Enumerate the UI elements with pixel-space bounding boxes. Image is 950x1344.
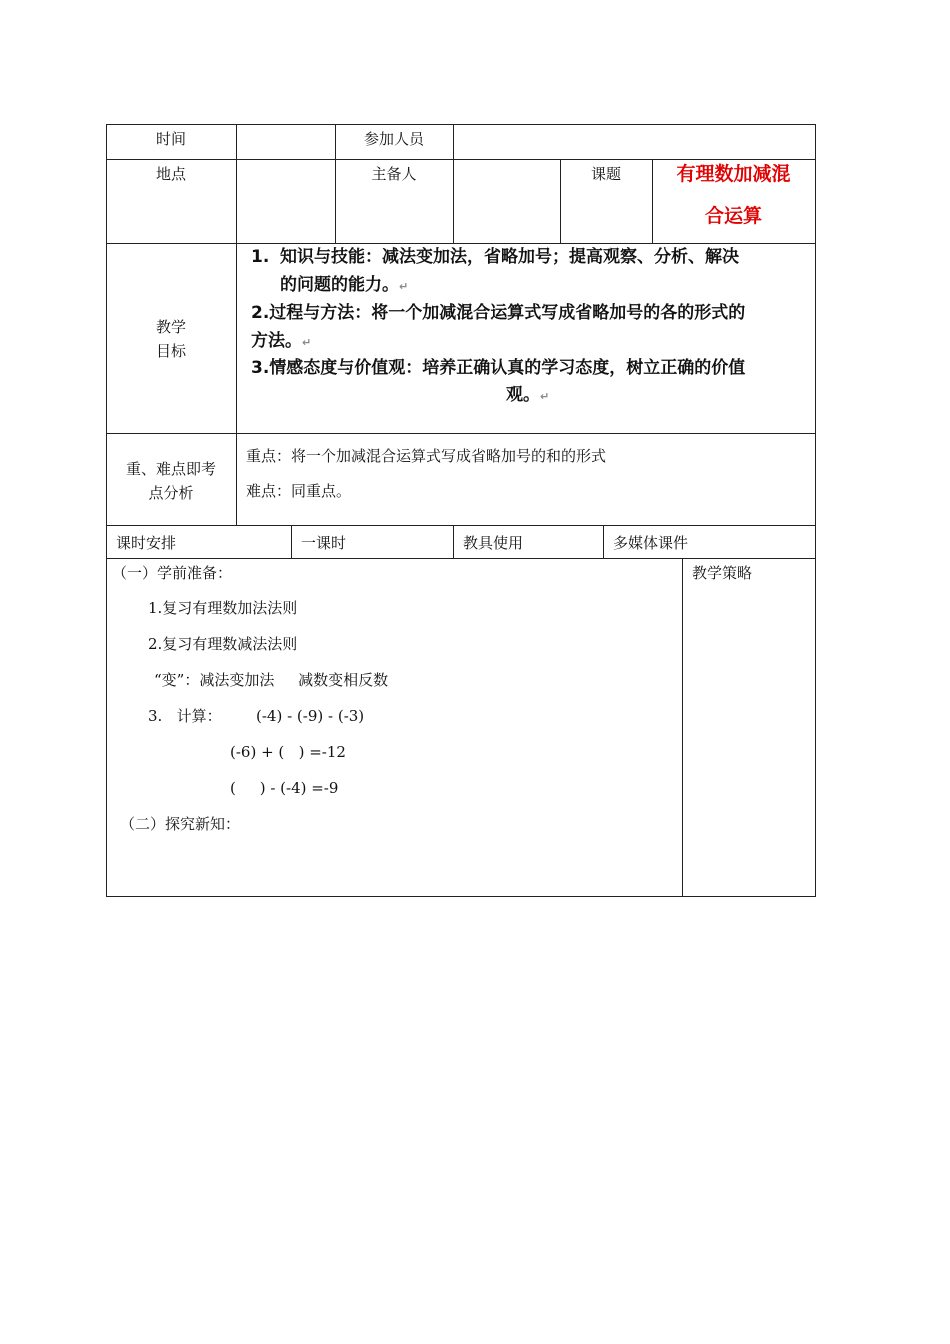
return-mark-icon: ↵: [399, 280, 409, 293]
keypoints-label-line1: 重、难点即考: [125, 460, 216, 478]
preparer-label: 主备人: [371, 165, 417, 183]
tools-value: 多媒体课件: [613, 534, 689, 552]
keypoints-label-line2: 点分析: [148, 484, 194, 502]
tools-label: 教具使用: [463, 534, 524, 552]
review-item-1: 1.复习有理数加法法则: [148, 599, 298, 617]
schedule-label: 课时安排: [116, 534, 177, 552]
goal-2-line2: 方法。↵: [251, 331, 312, 351]
goal-3-line2: 观。↵: [506, 385, 550, 405]
goal-1-line2: 的问题的能力。↵: [280, 275, 409, 295]
return-mark-icon: ↵: [540, 390, 550, 403]
focus-point: 重点：将一个加减混合运算式写成省略加号的和的形式: [246, 447, 607, 465]
review-item-2: 2.复习有理数减法法则: [148, 635, 298, 653]
topic-label: 课题: [590, 165, 621, 183]
calc-expression-2: (-6) + ( ) =-12: [230, 743, 346, 761]
goal-2-line1: 2.过程与方法：将一个加减混合运算式写成省略加号的各的形式的: [251, 303, 746, 323]
topic-title-line2: 合运算: [704, 205, 762, 227]
return-mark-icon: ↵: [302, 336, 312, 349]
strategy-label: 教学策略: [692, 564, 753, 582]
goal-3-line1: 3.情感态度与价值观：培养正确认真的学习态度，树立正确的价值: [251, 358, 746, 378]
section-2-heading: （二）探究新知：: [120, 815, 241, 833]
participants-label: 参加人员: [363, 130, 424, 148]
goal-1-number: 1.: [251, 247, 270, 267]
goals-label-line2: 目标: [155, 342, 186, 360]
section-1-heading: （一）学前准备：: [112, 564, 233, 582]
difficulty-point: 难点：同重点。: [246, 482, 352, 500]
calc-expression-1: (-4) - (-9) - (-3): [256, 707, 365, 725]
time-label: 时间: [155, 130, 186, 148]
calc-label: 3. 计算：: [148, 707, 222, 725]
goals-label-line1: 教学: [155, 318, 186, 336]
change-rule: “变”：减法变加法 减数变相反数: [154, 671, 389, 689]
place-label: 地点: [155, 165, 186, 183]
goal-1-line1: 知识与技能：减法变加法，省略加号；提高观察、分析、解决: [280, 247, 739, 267]
schedule-value: 一课时: [301, 534, 347, 552]
calc-expression-3: ( ) - (-4) =-9: [230, 779, 339, 797]
topic-title-line1: 有理数加减混: [676, 163, 791, 185]
